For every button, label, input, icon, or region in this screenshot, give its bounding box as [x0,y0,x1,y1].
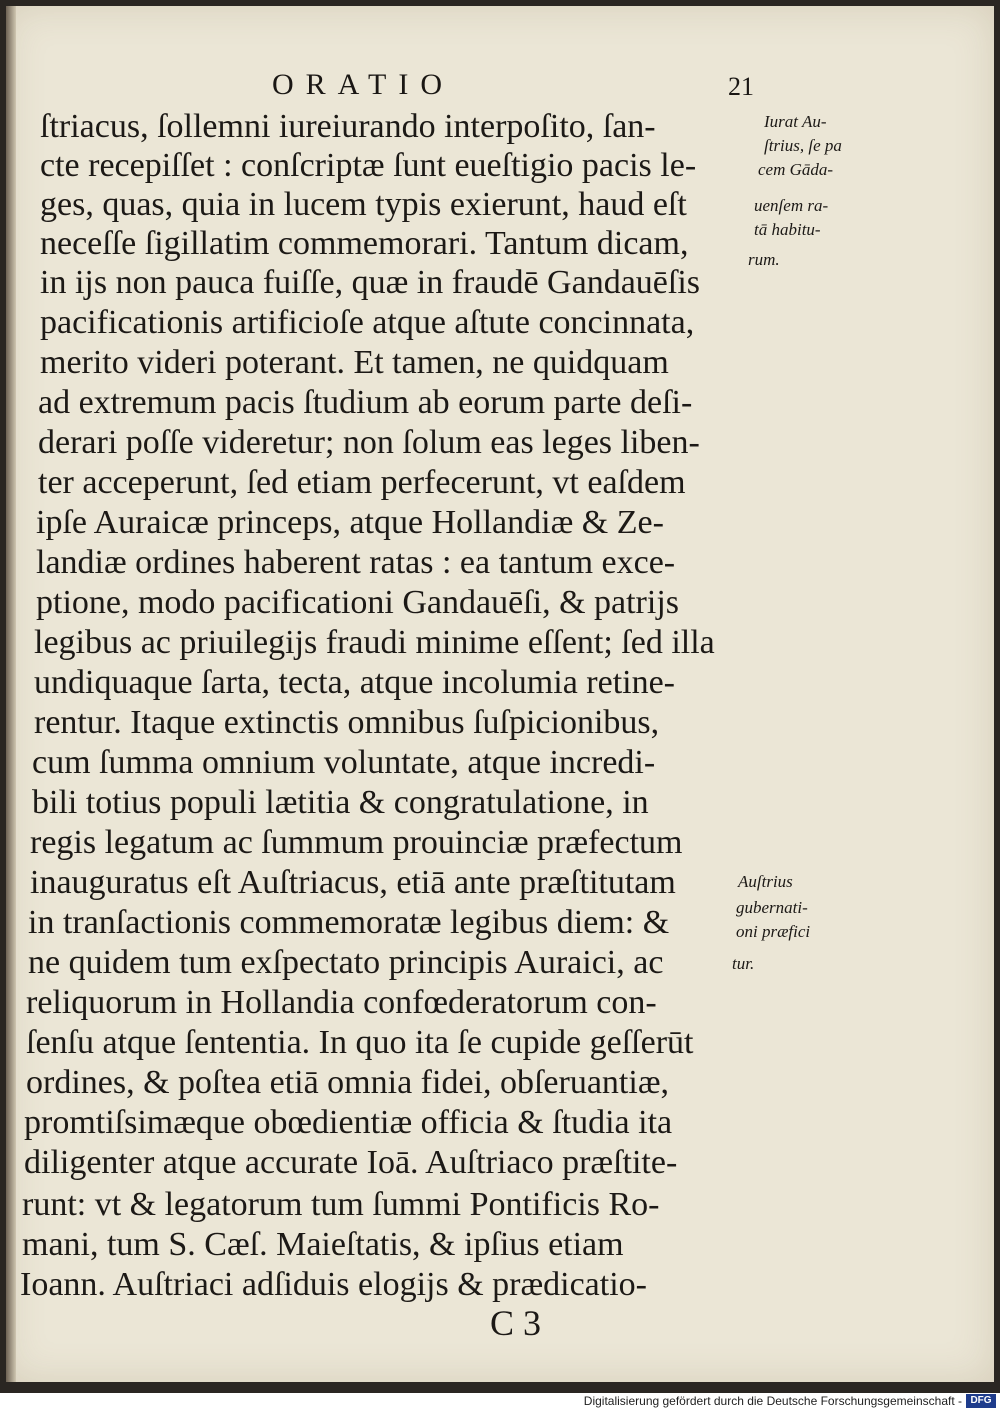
text-line: neceſſe ſigillatim commemorari. Tantum dicam, [40,225,689,262]
text-line: cum ſumma omnium voluntate, atque incredi- [32,744,656,781]
text-line: ptione, modo pacificationi Gandauēſi, & patrijs [36,584,679,621]
text-line: ad extremum pacis ſtudium ab eorum parte deſi- [38,384,693,421]
text-line: rentur. Itaque extinctis omnibus ſuſpicionibus, [34,704,660,741]
text-line: ges, quas, quia in lucem typis exierunt, haud eſt [40,186,687,223]
margin-note-line: uenſem ra- [754,196,829,215]
margin-note-line: tur. [732,954,755,973]
margin-note-line: Auſtrius [738,872,793,891]
text-line: merito videri poterant. Et tamen, ne quidquam [40,344,669,381]
page-number: 21 [728,72,754,101]
text-line: undiquaque ſarta, tecta, atque incolumia retine- [34,664,676,701]
margin-note-line: cem Gāda- [758,160,834,179]
margin-note-line: tā habitu- [754,220,821,239]
text-line: bili totius populi lætitia & congratulatione, in [32,784,649,821]
text-line: ter acceperunt, ſed etiam perfecerunt, vt eaſdem [38,464,686,501]
text-line: pacificationis artificioſe atque aſtute concinnata, [40,304,695,341]
text-line: regis legatum ac ſummum prouinciæ præfectum [30,824,683,861]
text-line: ſenſu atque ſententia. In quo ita ſe cupide geſſerūt [26,1024,694,1061]
margin-note-line: gubernati- [736,898,808,917]
page-gutter [6,6,16,1382]
running-head: ORATIO [272,68,454,101]
text-line: promtiſsimæque obœdientiæ officia & ſtudia ita [24,1104,673,1141]
margin-note-line: Iurat Au- [764,112,827,131]
text-line: in ijs non pauca fuiſſe, quæ in fraudē Gandauēſis [40,264,700,301]
text-line: legibus ac priuilegijs fraudi minime eſſent; ſed illa [34,624,715,661]
footer-bar [0,1393,1000,1411]
text-line: ordines, & poſtea etiā omnia fidei, obſeruantiæ, [26,1064,669,1101]
text-line: inauguratus eſt Auſtriacus, etiā ante præſtitutam [30,864,676,901]
dfg-logo-icon: DFG [966,1394,996,1408]
margin-note-line: oni præfici [736,922,811,941]
text-line: diligenter atque accurate Ioā. Auſtriaco præſtite- [24,1144,678,1181]
margin-note-line: ſtrius, ſe pa [764,136,842,155]
text-line: landiæ ordines haberent ratas : ea tantum exce- [36,544,676,581]
text-line: ipſe Auraicæ princeps, atque Hollandiæ & Ze- [36,504,664,541]
text-line: Ioann. Auſtriaci adſiduis elogijs & prædicatio- [20,1266,647,1303]
text-line: reliquorum in Hollandia confœderatorum con- [26,984,657,1021]
text-line: cte recepiſſet : conſcriptæ ſunt eueſtigio pacis le- [40,147,697,184]
signature-mark: C 3 [490,1303,542,1343]
text-line: runt: vt & legatorum tum ſummi Pontificis Ro- [22,1186,660,1223]
footer-credit: Digitalisierung gefördert durch die Deutsche Forschungsgemeinschaft - [583,1394,962,1408]
margin-note-line: rum. [748,250,780,269]
text-line: in tranſactionis commemoratæ legibus diem: & [28,904,670,941]
text-line: ne quidem tum exſpectato principis Auraici, ac [28,944,664,981]
text-line: derari poſſe videretur; non ſolum eas leges liben- [38,424,700,461]
text-line: mani, tum S. Cæſ. Maieſtatis, & ipſius etiam [22,1226,624,1263]
text-line: ſtriacus, ſollemni iureiurando interpoſito, ſan- [40,108,656,145]
